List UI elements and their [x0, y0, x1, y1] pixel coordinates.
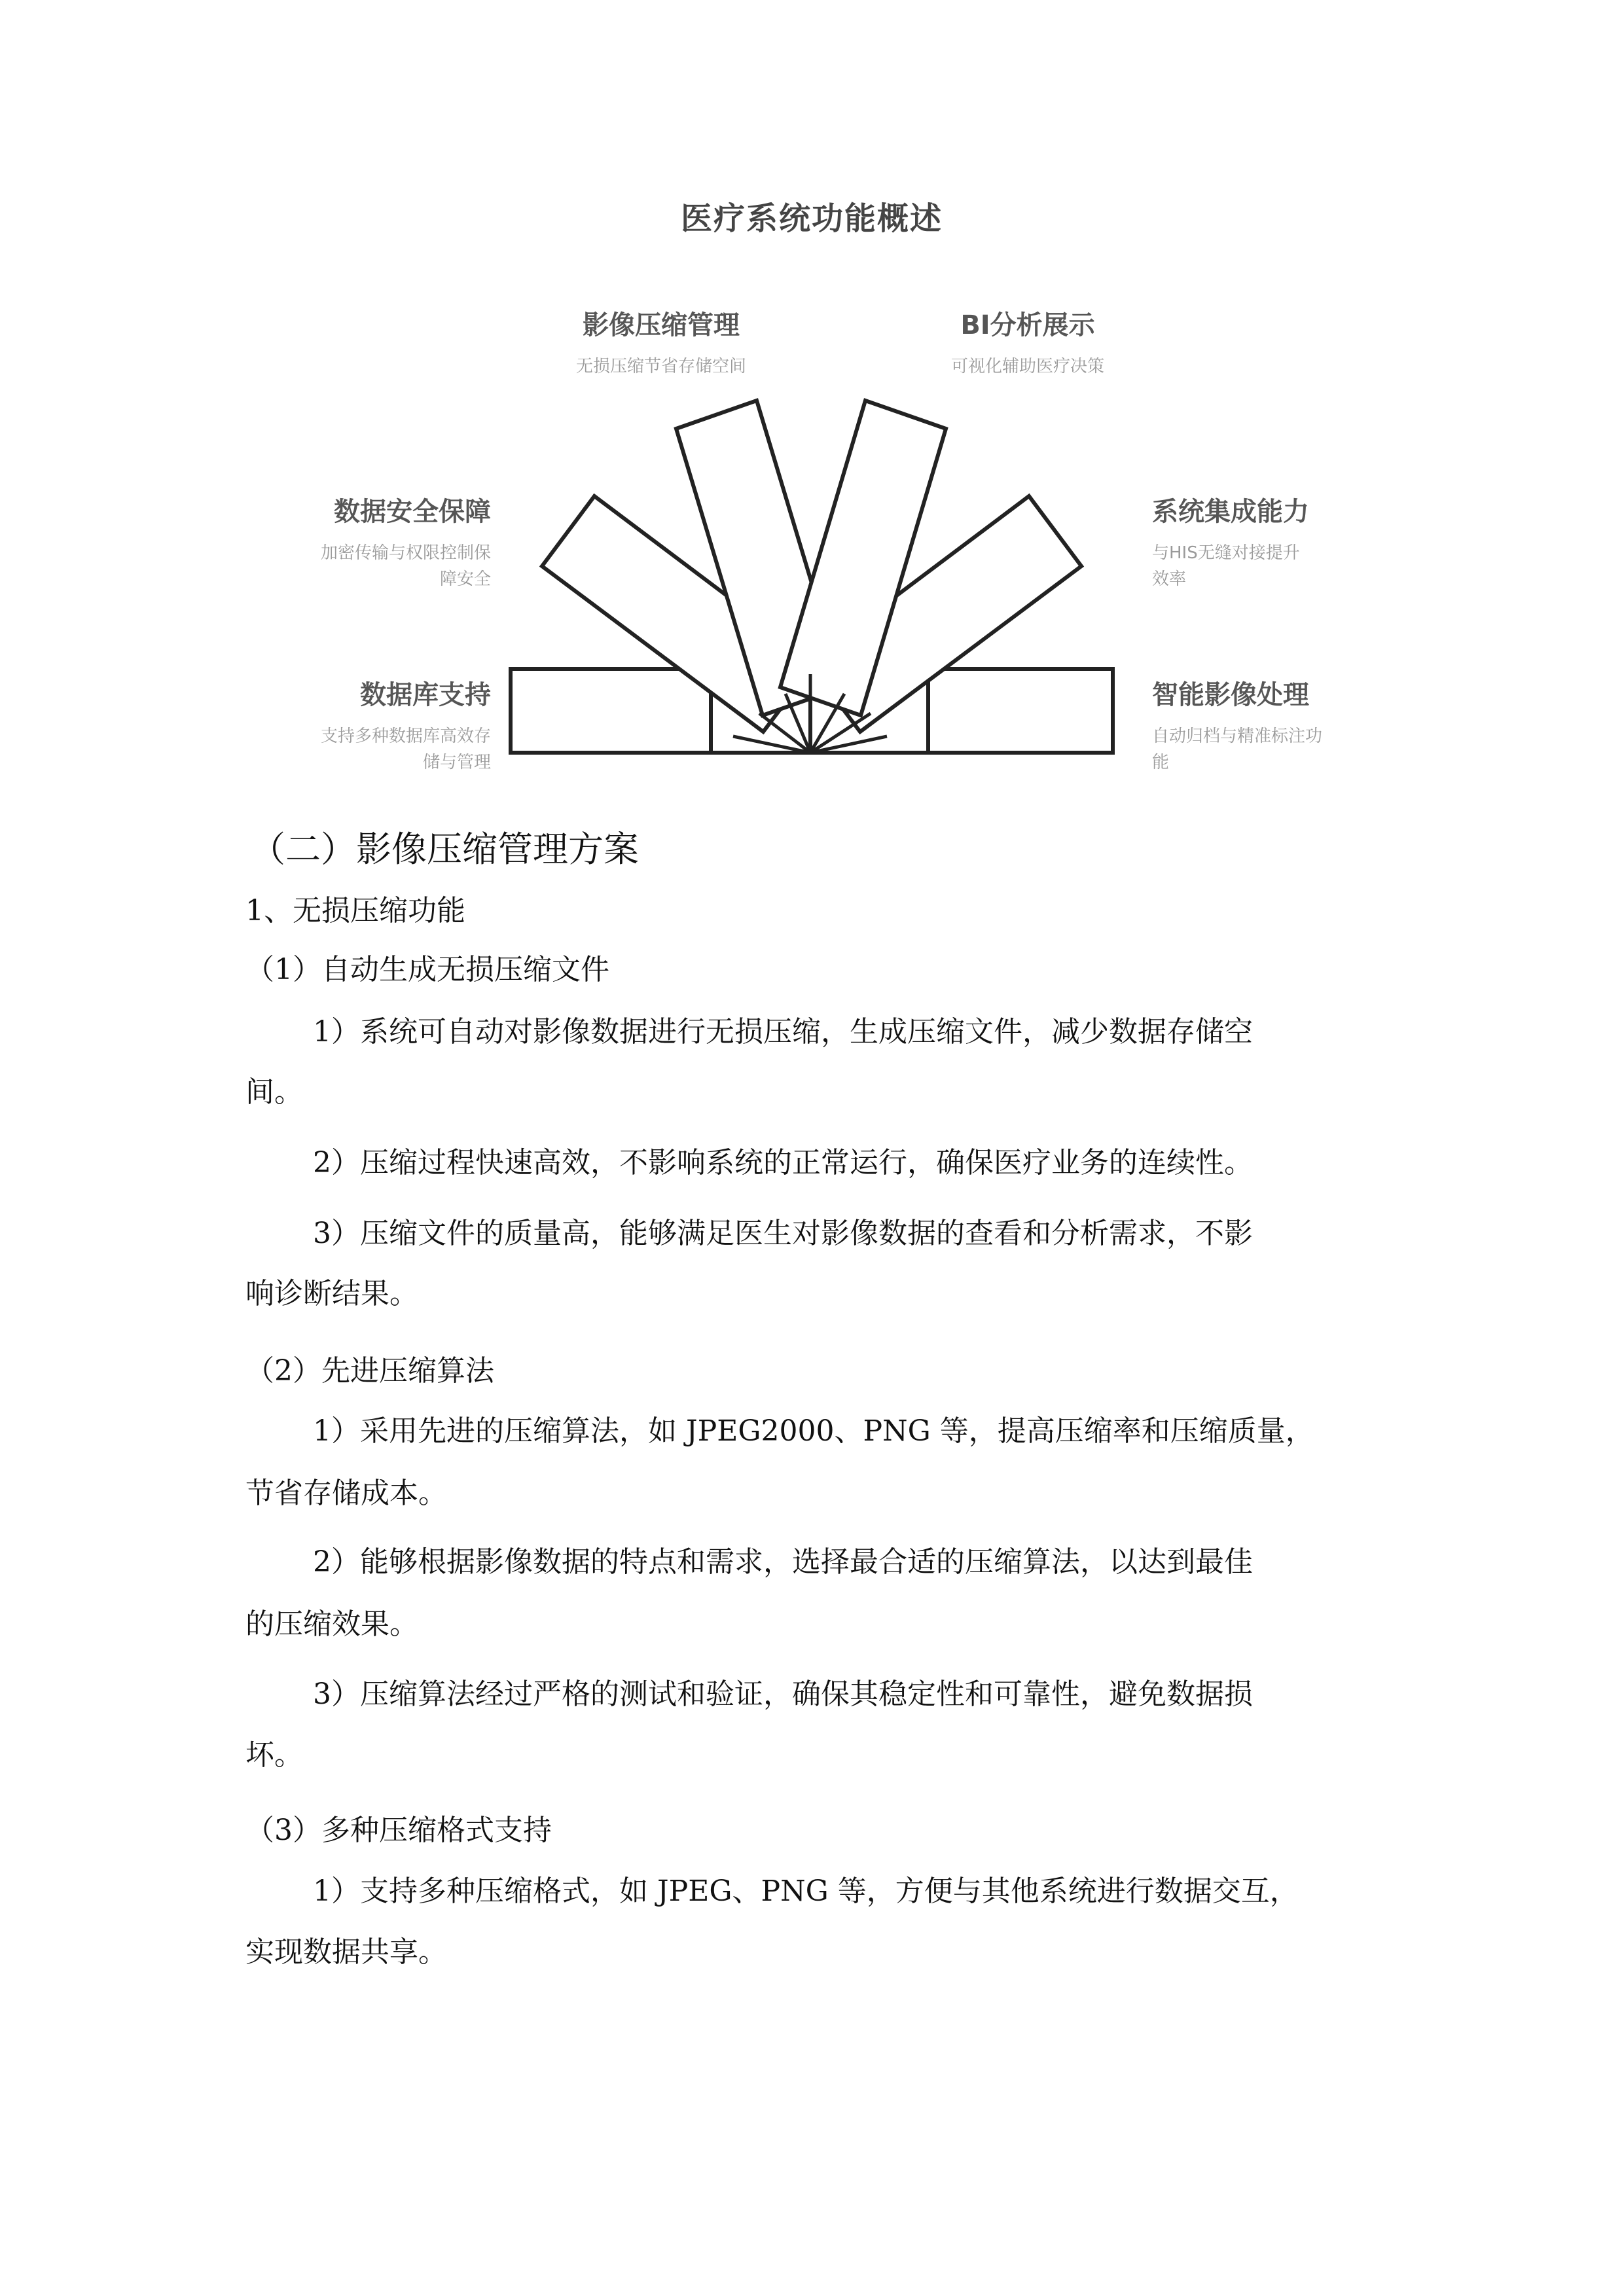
paragraph-text: 节省存储成本。	[245, 1477, 447, 1510]
paragraph-text: 1）支持多种压缩格式，如 JPEG、PNG 等，方便与其他系统进行数据交互，	[313, 1874, 1299, 1908]
paragraph-text: 坏。	[245, 1738, 303, 1772]
paragraph-text: 1）系统可自动对影像数据进行无损压缩，生成压缩文件，减少数据存储空	[313, 1015, 1253, 1049]
label-database-desc-2: 储与管理	[422, 753, 491, 772]
label-compression-desc: 无损压缩节省存储空间	[575, 357, 746, 376]
label-security-desc-1: 加密传输与权限控制保	[320, 543, 491, 563]
label-bi-title: BI分析展示	[960, 310, 1095, 340]
label-database	[249, 674, 491, 776]
diagram-title: 医疗系统功能概述	[680, 200, 943, 237]
label-security-desc-2: 障安全	[439, 569, 491, 589]
label-bi-desc: 可视化辅助医疗决策	[950, 357, 1104, 376]
paragraph-heading-1: （1）自动生成无损压缩文件	[245, 953, 609, 986]
label-database-desc-1: 支持多种数据库高效存	[320, 726, 491, 746]
paragraph-text: 实现数据共享。	[245, 1935, 447, 1969]
paragraph-heading-3: （3）多种压缩格式支持	[245, 1814, 552, 1847]
subsection-title: 1、无损压缩功能	[245, 894, 465, 927]
label-integration	[1152, 491, 1388, 592]
paragraph-text: 3）压缩算法经过严格的测试和验证，确保其稳定性和可靠性，避免数据损	[313, 1677, 1253, 1711]
paragraph-text: 间。	[245, 1075, 303, 1109]
paragraph-text: 1）采用先进的压缩算法，如 JPEG2000、PNG 等，提高压缩率和压缩质量，	[313, 1414, 1314, 1448]
label-integration-desc-2: 效率	[1152, 569, 1187, 589]
paragraph-text: 响诊断结果。	[245, 1277, 418, 1310]
label-bi	[890, 304, 1165, 380]
paragraph-heading-2: （2）先进压缩算法	[245, 1354, 494, 1388]
label-security-title: 数据安全保障	[334, 497, 491, 527]
label-smart-imaging-desc-1: 自动归档与精准标注功	[1152, 726, 1323, 746]
paragraph-text: 2）能够根据影像数据的特点和需求，选择最合适的压缩算法，以达到最佳	[313, 1545, 1253, 1579]
paragraph-text: 3）压缩文件的质量高，能够满足医生对影像数据的查看和分析需求，不影	[313, 1217, 1253, 1250]
section-title: （二）影像压缩管理方案	[250, 829, 639, 870]
paragraph-text: 2）压缩过程快速高效，不影响系统的正常运行，确保医疗业务的连续性。	[313, 1146, 1253, 1179]
label-security	[249, 491, 491, 592]
label-compression-title: 影像压缩管理	[583, 310, 740, 340]
label-compression	[524, 304, 799, 380]
label-integration-desc-1: 与HIS无缝对接提升	[1152, 543, 1300, 563]
label-database-title: 数据库支持	[360, 680, 491, 710]
function-overview-diagram	[0, 0, 1624, 805]
paragraph-text: 的压缩效果。	[245, 1607, 418, 1641]
label-smart-imaging-title: 智能影像处理	[1152, 680, 1309, 710]
label-smart-imaging	[1152, 674, 1388, 776]
label-smart-imaging-desc-2: 能	[1152, 753, 1170, 772]
label-integration-title: 系统集成能力	[1152, 497, 1309, 527]
